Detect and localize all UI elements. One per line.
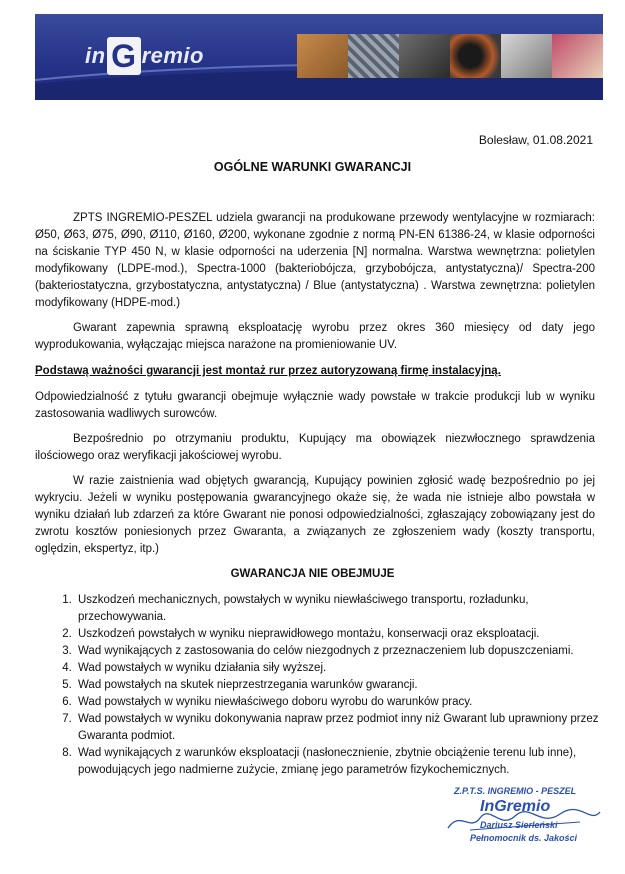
product-photo-strip	[297, 34, 603, 78]
list-item: 8. Wad wynikających z warunków eksploatacji (nasłonecznienie, zbytnie obciążenie terenu lub inne), powodujących jego nadmierne zużycie, zmianę jego parametrów fizykochemicznych.	[75, 745, 615, 779]
product-photo	[552, 34, 603, 78]
exclusions-list	[35, 592, 615, 779]
list-item: 4. Wad powstałych w wyniku działania siły wyższej.	[75, 660, 615, 677]
document-date: Bolesław, 01.08.2021	[478, 133, 593, 147]
list-item: 1. Uszkodzeń mechanicznych, powstałych w wyniku niewłaściwego transportu, rozładunku, przechowywania.	[75, 592, 615, 626]
product-photo	[399, 34, 450, 78]
product-photo	[297, 34, 348, 78]
list-item: 6. Wad powstałych w wyniku niewłaściwego doboru wyrobu do warunków pracy.	[75, 694, 615, 711]
stamp-role-line: Pełnomocnik ds. Jakości	[470, 833, 578, 843]
paragraph-scope: ZPTS INGREMIO-PESZEL udziela gwarancji na produkowane przewody wentylacyjne w rozmiarach: Ø50, Ø63, Ø75, Ø90, Ø110, Ø160, Ø200, wykonane zgodnie z normą PN-EN 61386-24, w klasie odporności na ściskanie TYP 450 N, w klasie odporności na uderzenia [N] normalna. Warstwa wewnętrzna: polietylen modyfikowany (LDPE-mod.), Spectra-1000 (bakteriobójcza, grzybobójcza, antystatyczna)/ Spectra-200 (bakteriostatyczna, grzybostatyczna, antystatyczna) / Blue (antystatyczna) . Warstwa zewnętrzna: polietylen modyfikowany (HDPE-mod.)	[35, 212, 595, 309]
paragraph-liability: Odpowiedzialność z tytułu gwarancji obejmuje wyłącznie wady powstałe w trakcie produkcji lub w wyniku zastosowania wadliwych surowców.	[35, 391, 595, 420]
company-stamp	[440, 780, 610, 860]
logo-prefix: in	[85, 43, 106, 68]
stamp-company-line: Z.P.T.S. INGREMIO - PESZEL	[454, 786, 577, 796]
logo-g-mark: G	[107, 37, 141, 75]
paragraph-claims: W razie zaistnienia wad objętych gwarancją, Kupujący powinien zgłosić wadę bezpośrednio po jej wykryciu. Jeżeli w wyniku postępowania gwarancyjnego okaże się, że wada nie istnieje albo powstała w wyniku działań lub zdarzeń za które Gwarant nie ponosi odpowiedzialności, zgłaszający zobowiązany jest do zwrotu kosztów poniesionych przez Gwaranta, a związanych ze zgłoszeniem wady (koszty transportu, oględzin, ekspertyz, itp.)	[35, 475, 595, 555]
header-banner	[35, 14, 603, 100]
list-item: 5. Wad powstałych na skutek nieprzestrzegania warunków gwarancji.	[75, 677, 615, 694]
list-item: 2. Uszkodzeń powstałych w wyniku nieprawidłowego montażu, konserwacji oraz eksploatacji.	[75, 626, 615, 643]
document-title: OGÓLNE WARUNKI GWARANCJI	[213, 160, 412, 174]
stamp-name-line: Dariusz Sierleński	[480, 820, 558, 830]
logo-suffix: remio	[141, 43, 204, 68]
list-item: 7. Wad powstałych w wyniku dokonywania napraw przez podmiot inny niż Gwarant lub uprawniony przez Gwaranta podmiot.	[75, 711, 615, 745]
exclusions-title: GWARANCJA NIE OBEJMUJE	[230, 568, 395, 580]
stamp-logo-line: InGremio	[480, 798, 551, 815]
product-photo	[450, 34, 501, 78]
product-photo	[348, 34, 399, 78]
list-item: 3. Wad wynikających z zastosowania do celów niezgodnych z przeznaczeniem lub dopuszczeniami.	[75, 643, 615, 660]
paragraph-warranty-period: Gwarant zapewnia sprawną eksploatację wyrobu przez okres 360 miesięcy od daty jego wyprodukowania, wyłączając miejsca narażone na promieniowanie UV.	[35, 322, 595, 351]
product-photo	[501, 34, 552, 78]
paragraph-inspection: Bezpośrednio po otrzymaniu produktu, Kupujący ma obowiązek niezwłocznego sprawdzenia ilościowego oraz weryfikacji jakościowej wyrobu.	[35, 433, 595, 462]
company-logo	[85, 36, 204, 76]
paragraph-validity-condition: Podstawą ważności gwarancji jest montaż rur przez autoryzowaną firmę instalacyjną.	[35, 365, 501, 377]
